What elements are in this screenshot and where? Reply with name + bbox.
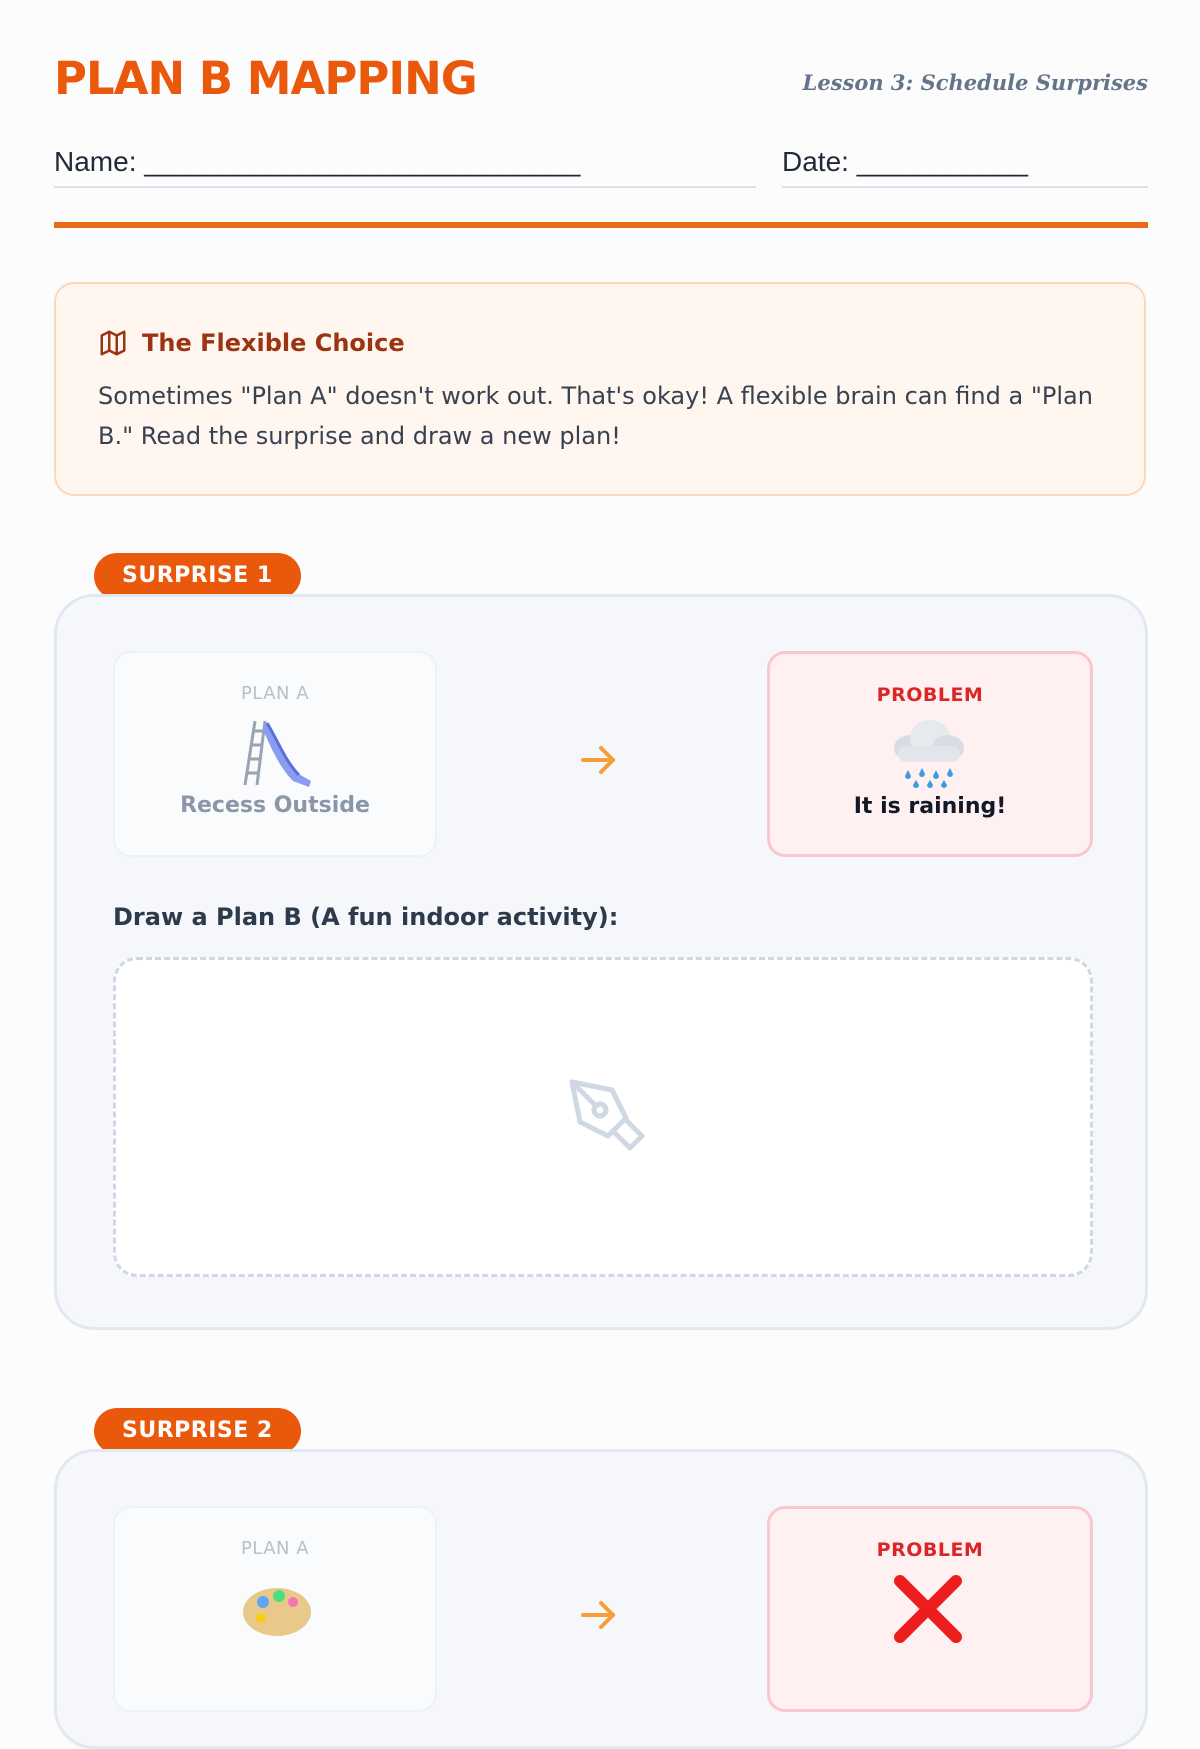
arrow-right-icon xyxy=(579,1595,619,1635)
plan-a-label: PLAN A xyxy=(240,1538,310,1559)
surprise-1-card xyxy=(54,594,1148,1330)
draw-prompt: Draw a Plan B (A fun indoor activity): xyxy=(113,903,619,931)
surprise-1-badge: SURPRISE 1 xyxy=(94,553,301,599)
surprise-2-badge: SURPRISE 2 xyxy=(94,1408,301,1454)
problem-label: PROBLEM xyxy=(876,1539,984,1561)
intro-callout xyxy=(54,282,1146,496)
red-x-icon xyxy=(888,1571,968,1643)
problem-name: It is raining! xyxy=(853,794,1007,819)
name-field[interactable]: Name: ____________________________ xyxy=(54,146,756,188)
plan-a-card xyxy=(113,1506,437,1712)
lesson-subtitle: Lesson 3: Schedule Surprises xyxy=(802,70,1148,95)
arrow-right-icon xyxy=(579,740,619,780)
pen-icon xyxy=(568,1078,648,1158)
problem-card xyxy=(767,651,1093,857)
plan-a-label: PLAN A xyxy=(240,683,310,704)
intro-text: Sometimes "Plan A" doesn't work out. That's okay! A flexible brain can find a "Plan B." Read the surprise and draw a new plan! xyxy=(98,382,1093,450)
slide-icon xyxy=(237,715,315,787)
worksheet-title: PLAN B MAPPING xyxy=(54,52,477,105)
rain-cloud-icon xyxy=(888,716,968,788)
problem-card xyxy=(767,1506,1093,1712)
intro-header xyxy=(98,328,405,358)
problem-label: PROBLEM xyxy=(876,684,984,706)
date-field[interactable]: Date: ___________ xyxy=(782,146,1148,188)
paint-palette-icon xyxy=(237,1570,315,1642)
intro-title: The Flexible Choice xyxy=(142,329,405,357)
map-icon xyxy=(98,328,128,358)
plan-b-drawing-area[interactable] xyxy=(113,957,1093,1277)
plan-a-card xyxy=(113,651,437,857)
surprise-2-card xyxy=(54,1449,1148,1749)
plan-a-name: Recess Outside xyxy=(180,793,370,818)
header-divider xyxy=(54,222,1148,228)
